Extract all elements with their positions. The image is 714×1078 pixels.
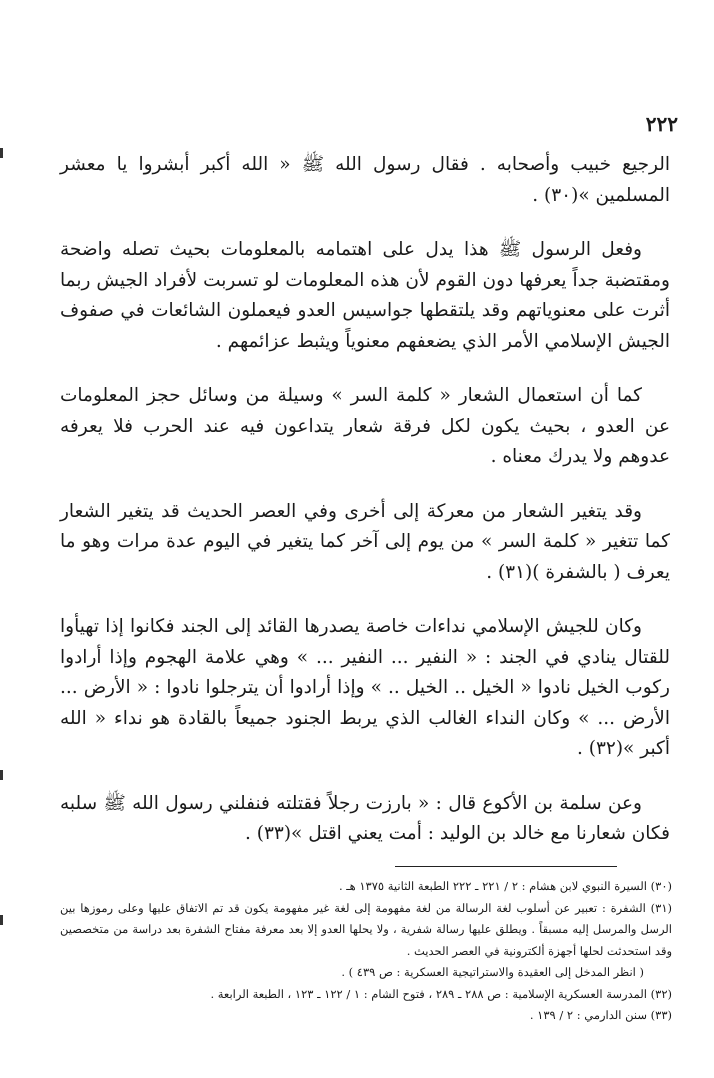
- paragraph: وقد يتغير الشعار من معركة إلى أخرى وفي العصر الحديث قد يتغير الشعار كما تتغير « كلمة السر » من يوم إلى آخر كما يتغير في اليوم عدة مرات وهو ما يعرف ( بالشفرة )(٣١) .: [60, 500, 670, 583]
- page-number: ٢٢٢: [645, 112, 678, 136]
- paragraph: كما أن استعمال الشعار « كلمة السر » وسيلة من وسائل حجز المعلومات عن العدو ، بحيث يكون لكل فرقة شعار يتداعون فيه عند الحرب فلا يعرفه عدوهم ولا يدرك معناه .: [60, 385, 670, 467]
- footnote: (٣١) الشفرة : تعبير عن أسلوب لغة الرسالة من لغة مفهومة إلى لغة غير مفهومة يكون قد تم الاتفاق عليها وعلى رموزها بين الرسل والمرسل إليه مسبقاً . ويطلق عليها رسالة شفرية ، ولا يحلها العدو إلا بعد معرفة مفتاح الشفرة بعد دراسة من متخصصين وقد استحدثت لحلها أجهزة ألكترونية في العصر الحديث .: [60, 900, 672, 958]
- scan-edge-mark: [0, 770, 3, 780]
- paragraph: وعن سلمة بن الأكوع قال : « بارزت رجلاً فقتلته فنفلني رسول الله ﷺ سلبه فكان شعارنا مع خالد بن الوليد : أمت يعني اقتل »(٣٣) .: [60, 792, 670, 844]
- paragraph: وفعل الرسول ﷺ هذا يدل على اهتمامه بالمعلومات بحيث تصله واضحة ومقتضبة جداً يعرفها دون القوم لأن هذه المعلومات لو تسربت لأفراد الجيش ربما أثرت على معنوياتهم وقد يلتقطها جواسيس العدو فيعملون الشائعات في صفوف الجيش الإسلامي الأمر الذي يضعفهم معنوياً ويثبط عزائمهم .: [60, 239, 670, 352]
- footnote-divider: [395, 866, 617, 867]
- footnote: (٣٣) سنن الدارمي : ٢ / ١٣٩ .: [529, 1008, 672, 1022]
- footnotes: [60, 876, 672, 1027]
- paragraph: وكان للجيش الإسلامي نداءات خاصة يصدرها القائد إلى الجند فكانوا إذا تهيأوا للقتال ينادي في الجند : « النفير ... النفير ... » وهي علامة الهجوم وإذا أرادوا ركوب الخيل نادوا « الخيل .. الخيل .. » وإذا أرادوا أن يترجلوا نادوا : « الأرض ... الأرض ... » وكان النداء الغالب الذي يربط الجنود جميعاً بالقادة هو نداء « الله أكبر »(٣٢) .: [60, 616, 670, 759]
- scan-edge-mark: [0, 148, 3, 158]
- main-text: [60, 150, 670, 874]
- paragraph: الرجيع خبيب وأصحابه . فقال رسول الله ﷺ « الله أكبر أبشروا يا معشر المسلمين »(٣٠) .: [60, 154, 670, 206]
- footnote: (٣٠) السيرة النبوي لابن هشام : ٢ / ٢٢١ ـ ٢٢٢ الطبعة الثانية ١٣٧٥ هـ .: [338, 879, 672, 893]
- scan-edge-mark: [0, 915, 3, 925]
- footnote: ( انظر المدخل إلى العقيدة والاستراتيجية العسكرية : ص ٤٣٩ ) .: [341, 965, 644, 979]
- footnote: (٣٢) المدرسة العسكرية الإسلامية : ص ٢٨٨ ـ ٢٨٩ ، فتوح الشام : ١ / ١٢٢ ـ ١٢٣ ، الطبعة الرابعة .: [210, 986, 672, 1001]
